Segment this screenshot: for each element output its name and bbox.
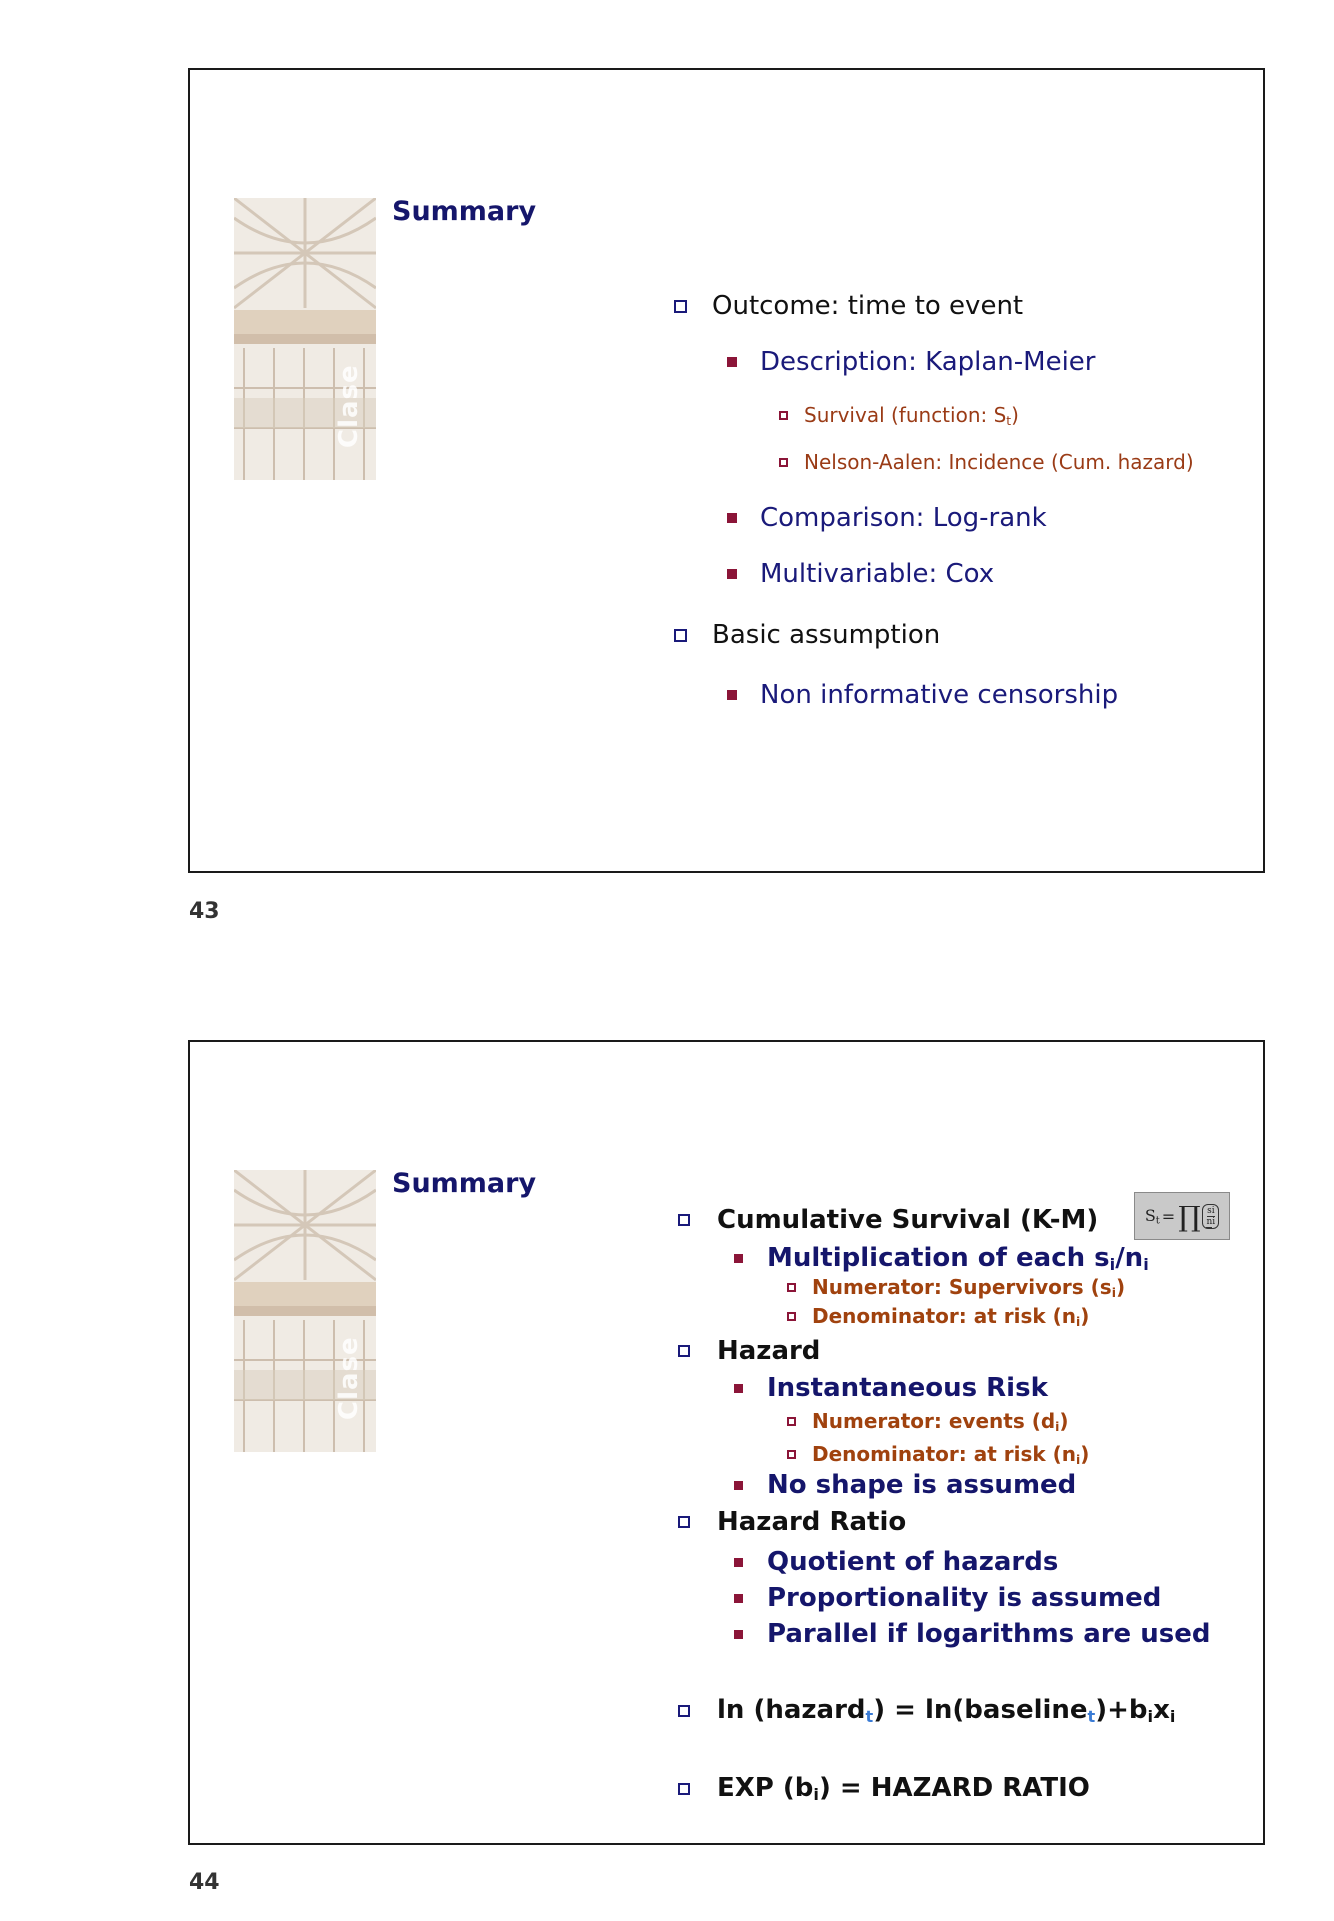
bullet-item: Comparison: Log-rank <box>727 503 1047 533</box>
bullet-list <box>190 70 1263 871</box>
bullet-item: EXP $(b_i)$ = HAZARD RATIO <box>678 1773 1090 1804</box>
slide-title: Summary <box>392 196 537 227</box>
bullet-list <box>190 1042 1263 1843</box>
bullet-item: Multiplication of each $s_i/n_i$ <box>734 1243 1149 1274</box>
bullet-item: Nelson-Aalen: Incidence (Cum. hazard) <box>779 450 1194 474</box>
bullet-item: Outcome: time to event <box>674 291 1023 321</box>
bullet-item: Non informative censorship <box>727 680 1118 710</box>
page-number: 43 <box>189 899 220 924</box>
hollow-square-bullet-icon <box>674 300 687 313</box>
slide-44 <box>188 1040 1265 1845</box>
small-hollow-square-bullet-icon <box>787 1450 796 1459</box>
filled-square-bullet-icon <box>734 1558 743 1567</box>
filled-square-bullet-icon <box>727 690 737 700</box>
bullet-item: Quotient of hazards <box>734 1547 1058 1577</box>
hollow-square-bullet-icon <box>674 629 687 642</box>
page-number: 44 <box>189 1870 220 1895</box>
small-hollow-square-bullet-icon <box>787 1312 796 1321</box>
bullet-item: No shape is assumed <box>734 1470 1076 1500</box>
bullet-item: Denominator: at risk $(n_i)$ <box>787 1442 1089 1467</box>
hollow-square-bullet-icon <box>678 1214 690 1226</box>
filled-square-bullet-icon <box>734 1384 743 1393</box>
filled-square-bullet-icon <box>727 513 737 523</box>
small-hollow-square-bullet-icon <box>779 411 788 420</box>
image-overlay-word: Clase <box>334 1336 364 1420</box>
bullet-item: Hazard <box>678 1336 820 1366</box>
bullet-item: Proportionality is assumed <box>734 1583 1161 1613</box>
filled-square-bullet-icon <box>734 1630 743 1639</box>
bullet-item: Basic assumption <box>674 620 940 650</box>
small-hollow-square-bullet-icon <box>787 1417 796 1426</box>
filled-square-bullet-icon <box>727 357 737 367</box>
small-hollow-square-bullet-icon <box>779 458 788 467</box>
filled-square-bullet-icon <box>734 1481 743 1490</box>
fraction: $\frac{si}{ni}$ <box>1202 1204 1219 1229</box>
filled-square-bullet-icon <box>734 1254 743 1263</box>
bullet-item: Description: Kaplan-Meier <box>727 347 1096 377</box>
bullet-item: Survival (function: $S_t$) <box>779 403 1019 428</box>
hollow-square-bullet-icon <box>678 1783 690 1795</box>
bullet-item: Parallel if logarithms are used <box>734 1619 1210 1649</box>
hollow-square-bullet-icon <box>678 1516 690 1528</box>
filled-square-bullet-icon <box>727 569 737 579</box>
filled-square-bullet-icon <box>734 1594 743 1603</box>
bullet-item: Hazard Ratio <box>678 1507 906 1537</box>
hollow-square-bullet-icon <box>678 1345 690 1357</box>
bullet-item: Numerator: events $(d_i)$ <box>787 1409 1069 1434</box>
small-hollow-square-bullet-icon <box>787 1283 796 1292</box>
bullet-item: Cumulative Survival (K-M) <box>678 1205 1098 1235</box>
hollow-square-bullet-icon <box>678 1705 690 1717</box>
bullet-item: ln (hazardt) = $\ln(baselinet)+b_ix_i$ <box>678 1695 1175 1726</box>
kaplan-meier-formula-image: $S_t$ = ∏ $\frac{si}{ni}$ <box>1134 1192 1230 1240</box>
bullet-item: Instantaneous Risk <box>734 1373 1048 1403</box>
slide-title: Summary <box>392 1168 537 1199</box>
bullet-item: Denominator: at risk $(n_i)$ <box>787 1304 1089 1329</box>
slide-43 <box>188 68 1265 873</box>
image-overlay-word: Clase <box>334 364 364 448</box>
bullet-item: Numerator: Supervivors $(s_i)$ <box>787 1275 1125 1300</box>
bullet-item: Multivariable: Cox <box>727 559 994 589</box>
